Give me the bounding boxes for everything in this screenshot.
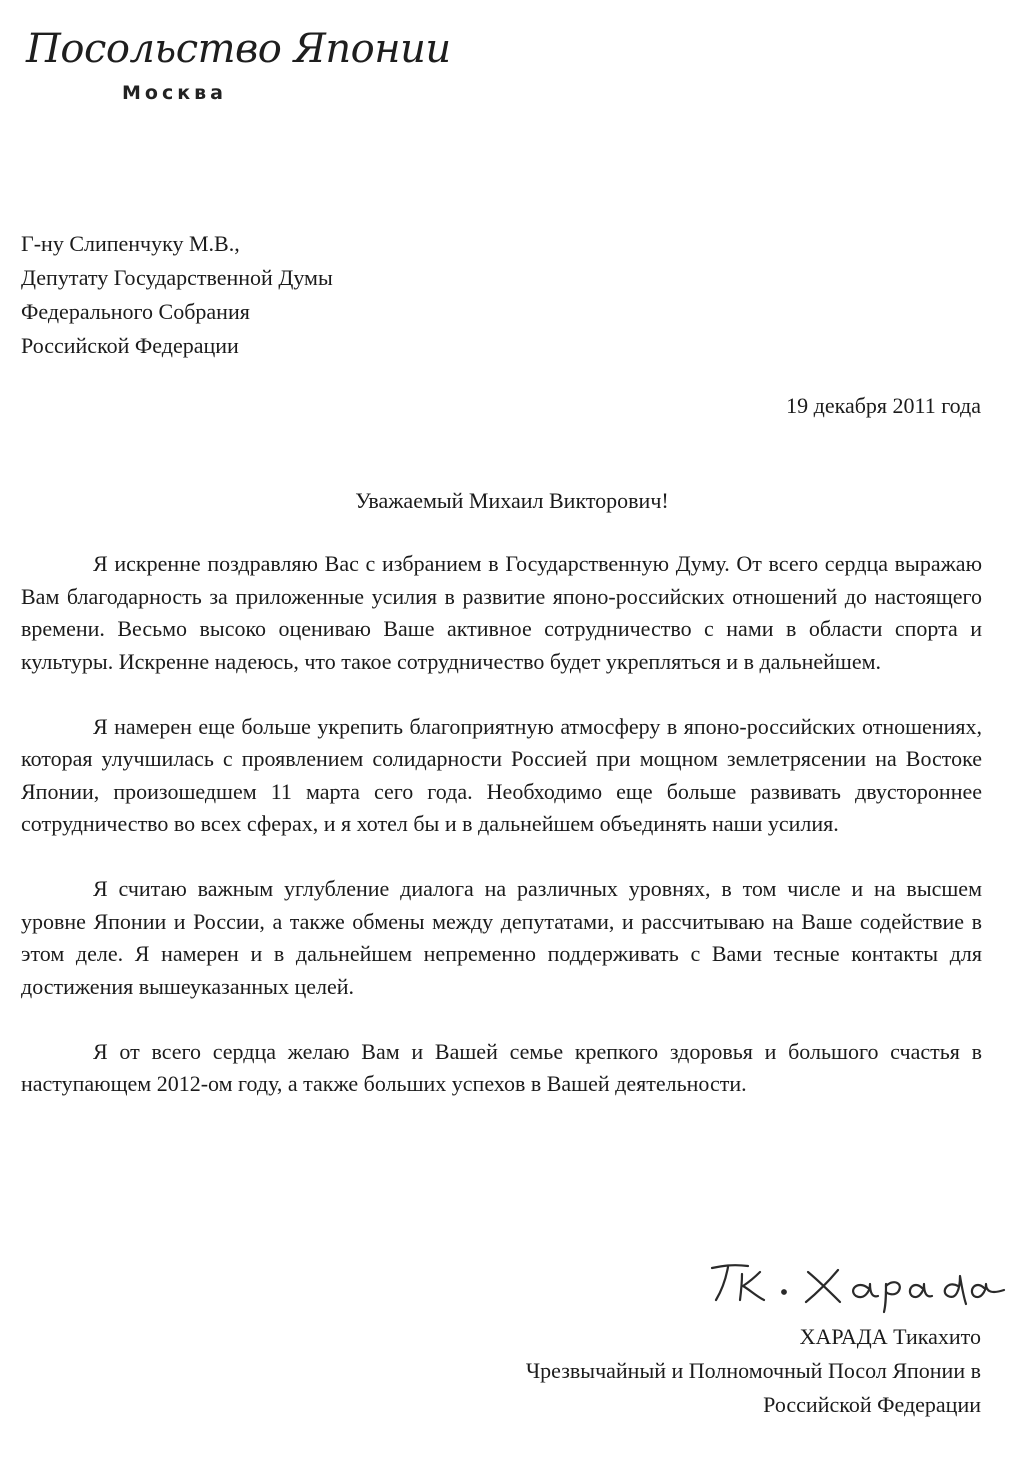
body-paragraph: Я искренне поздравляю Вас с избранием в Государственную Думу. От всего сердца выражаю Вам благодарность за приложенные усилия в развитие японо-российских отношений до настоящего времени. Весьмо высоко оцениваю Ваше активное сотрудничество с нами в области спорта и культуры. Искренне надеюсь, что такое сотрудничество будет укрепляться и в дальнейшем. [21,551,982,674]
letter-date: 19 декабря 2011 года [786,393,981,418]
letterhead [26,26,451,116]
signer-title-line: Чрезвычайный и Полномочный Посол Японии в [525,1358,981,1383]
body-paragraph: Я от всего сердца желаю Вам и Вашей семье крепкого здоровья и большого счастья в наступающем 2012-ом году, а также больших успехов в Вашей деятельности. [21,1038,982,1096]
signer-block [526,1320,981,1422]
letter-body [21,548,982,1133]
signature-graphic [708,1258,1008,1314]
embassy-name: Посольство Японии [26,26,451,72]
body-paragraph: Я намерен еще больше укрепить благоприятную атмосферу в японо-российских отношениях, которая улучшилась с проявлением солидарности Россией при мощном землетрясении на Востоке Японии, произошедшем 11 марта сего года. Необходимо еще больше развивать двустороннее сотрудничество во всех сферах, и я хотел бы и в дальнейшем объединять наши усилия. [21,713,982,836]
recipient-line: Депутату Государственной Думы [21,265,333,290]
recipient-line: Федерального Собрания [21,299,250,324]
signer-name: ХАРАДА Тикахито [799,1324,981,1349]
embassy-city: Москва [122,82,227,104]
recipient-line: Российской Федерации [21,333,239,358]
salutation: Уважаемый Михаил Викторович! [355,488,669,513]
signer-title-line: Российской Федерации [763,1392,981,1417]
recipient-block [21,227,333,363]
body-paragraph: Я считаю важным углубление диалога на различных уровнях, в том числе и на высшем уровне Японии и России, а также обмены между депутатами, и рассчитываю на Ваше содействие в этом деле. Я намерен и в дальнейшем непременно поддерживать с Вами тесные контакты для достижения вышеуказанных целей. [21,876,982,999]
recipient-line: Г-ну Слипенчуку М.В., [21,231,240,256]
handwritten-signature [708,1258,1008,1314]
